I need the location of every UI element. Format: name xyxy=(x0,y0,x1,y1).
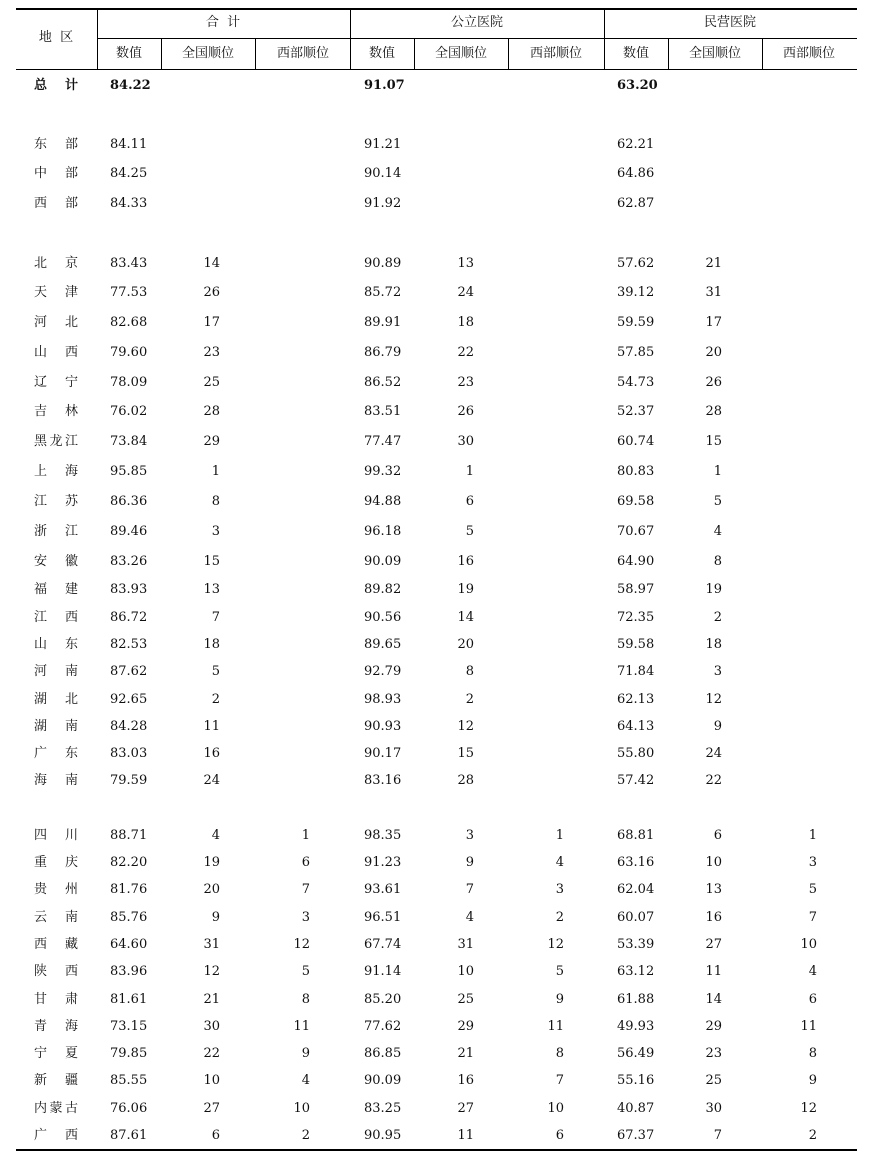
value-cell: 91.21 xyxy=(364,137,402,152)
value-cell: 90.93 xyxy=(364,719,402,734)
rank-cell: 26 xyxy=(705,375,722,390)
value-cell: 83.43 xyxy=(110,256,148,271)
rank-cell: 18 xyxy=(203,637,220,652)
total-value: 63.20 xyxy=(617,78,658,93)
value-cell: 84.11 xyxy=(110,137,148,152)
value-cell: 83.25 xyxy=(364,1101,402,1116)
total-label: 总 计 xyxy=(34,78,78,93)
rank-cell: 16 xyxy=(203,746,220,761)
rank-cell: 6 xyxy=(465,494,474,509)
value-cell: 90.95 xyxy=(364,1128,402,1143)
header-divider xyxy=(762,39,763,70)
rank-cell: 1 xyxy=(465,464,474,479)
value-cell: 83.16 xyxy=(364,773,402,788)
value-cell: 60.07 xyxy=(617,910,655,925)
region-name: 广 西 xyxy=(34,1128,78,1143)
value-cell: 90.17 xyxy=(364,746,402,761)
value-cell: 76.06 xyxy=(110,1101,148,1116)
region-name: 青 海 xyxy=(34,1019,78,1034)
header-divider xyxy=(97,8,98,70)
region-name: 东 部 xyxy=(34,137,78,152)
rank-cell: 12 xyxy=(800,1101,817,1116)
rank-cell: 27 xyxy=(457,1101,474,1116)
value-cell: 89.91 xyxy=(364,315,402,330)
rank-cell: 10 xyxy=(547,1101,564,1116)
value-cell: 62.04 xyxy=(617,882,655,897)
value-cell: 80.83 xyxy=(617,464,655,479)
group-header-public: 公立医院 xyxy=(450,15,504,30)
value-cell: 95.85 xyxy=(110,464,148,479)
rank-cell: 26 xyxy=(203,285,220,300)
rank-cell: 24 xyxy=(457,285,474,300)
rank-cell: 3 xyxy=(713,664,722,679)
rank-cell: 28 xyxy=(705,404,722,419)
value-cell: 59.58 xyxy=(617,637,655,652)
region-name: 安 徽 xyxy=(34,554,78,569)
value-cell: 72.35 xyxy=(617,610,655,625)
value-cell: 90.14 xyxy=(364,166,402,181)
value-cell: 62.87 xyxy=(617,196,655,211)
region-name: 贵 州 xyxy=(34,882,78,897)
value-cell: 63.12 xyxy=(617,964,655,979)
rank-cell: 17 xyxy=(203,315,220,330)
value-cell: 85.72 xyxy=(364,285,402,300)
region-name: 西 藏 xyxy=(34,937,78,952)
region-name: 山 西 xyxy=(34,345,78,360)
rank-cell: 18 xyxy=(457,315,474,330)
rank-cell: 16 xyxy=(457,1073,474,1088)
region-name: 北 京 xyxy=(34,256,78,271)
rank-cell: 20 xyxy=(457,637,474,652)
rank-cell: 25 xyxy=(705,1073,722,1088)
rank-cell: 6 xyxy=(713,828,722,843)
region-name: 新 疆 xyxy=(34,1073,78,1088)
subcol-header: 全国顺位 xyxy=(434,46,488,61)
rank-cell: 9 xyxy=(713,719,722,734)
rank-cell: 7 xyxy=(301,882,310,897)
rank-cell: 9 xyxy=(808,1073,817,1088)
value-cell: 61.88 xyxy=(617,992,655,1007)
rank-cell: 8 xyxy=(808,1046,817,1061)
value-cell: 67.37 xyxy=(617,1128,655,1143)
rank-cell: 25 xyxy=(457,992,474,1007)
rank-cell: 5 xyxy=(211,664,220,679)
rank-cell: 7 xyxy=(211,610,220,625)
rank-cell: 17 xyxy=(705,315,722,330)
header-divider xyxy=(668,39,669,70)
rank-cell: 16 xyxy=(705,910,722,925)
rank-cell: 12 xyxy=(705,692,722,707)
rank-cell: 21 xyxy=(705,256,722,271)
rank-cell: 1 xyxy=(301,828,310,843)
value-cell: 86.72 xyxy=(110,610,148,625)
rank-cell: 14 xyxy=(457,610,474,625)
rank-cell: 11 xyxy=(547,1019,564,1034)
region-name: 江 西 xyxy=(34,610,78,625)
rank-cell: 5 xyxy=(465,524,474,539)
value-cell: 57.62 xyxy=(617,256,655,271)
rank-cell: 4 xyxy=(465,910,474,925)
rank-cell: 23 xyxy=(705,1046,722,1061)
rank-cell: 6 xyxy=(301,855,310,870)
rank-cell: 12 xyxy=(203,964,220,979)
rank-cell: 11 xyxy=(800,1019,817,1034)
rank-cell: 25 xyxy=(203,375,220,390)
rank-cell: 9 xyxy=(465,855,474,870)
rank-cell: 23 xyxy=(203,345,220,360)
subcol-header: 数值 xyxy=(368,46,396,61)
rank-cell: 4 xyxy=(211,828,220,843)
header-divider xyxy=(350,8,351,70)
rank-cell: 5 xyxy=(555,964,564,979)
region-name: 海 南 xyxy=(34,773,78,788)
rank-cell: 8 xyxy=(211,494,220,509)
value-cell: 96.51 xyxy=(364,910,402,925)
value-cell: 89.46 xyxy=(110,524,148,539)
region-name: 广 东 xyxy=(34,746,78,761)
rank-cell: 30 xyxy=(203,1019,220,1034)
rank-cell: 7 xyxy=(465,882,474,897)
rank-cell: 19 xyxy=(203,855,220,870)
rank-cell: 12 xyxy=(293,937,310,952)
region-name: 黑龙江 xyxy=(34,434,78,449)
region-name: 湖 南 xyxy=(34,719,78,734)
region-name: 湖 北 xyxy=(34,692,78,707)
subcol-header: 西部顺位 xyxy=(276,46,330,61)
region-name: 中 部 xyxy=(34,166,78,181)
region-name: 甘 肃 xyxy=(34,992,78,1007)
rank-cell: 2 xyxy=(211,692,220,707)
rank-cell: 29 xyxy=(203,434,220,449)
value-cell: 73.15 xyxy=(110,1019,148,1034)
rank-cell: 3 xyxy=(211,524,220,539)
value-cell: 56.49 xyxy=(617,1046,655,1061)
subcol-header: 数值 xyxy=(622,46,650,61)
rank-cell: 27 xyxy=(705,937,722,952)
rank-cell: 10 xyxy=(457,964,474,979)
value-cell: 78.09 xyxy=(110,375,148,390)
rank-cell: 20 xyxy=(203,882,220,897)
value-cell: 81.61 xyxy=(110,992,148,1007)
value-cell: 64.90 xyxy=(617,554,655,569)
value-cell: 82.20 xyxy=(110,855,148,870)
rank-cell: 11 xyxy=(457,1128,474,1143)
rank-cell: 22 xyxy=(457,345,474,360)
value-cell: 71.84 xyxy=(617,664,655,679)
region-name: 陕 西 xyxy=(34,964,78,979)
rank-cell: 4 xyxy=(808,964,817,979)
rank-cell: 13 xyxy=(457,256,474,271)
region-name: 上 海 xyxy=(34,464,78,479)
value-cell: 55.16 xyxy=(617,1073,655,1088)
value-cell: 90.09 xyxy=(364,554,402,569)
value-cell: 76.02 xyxy=(110,404,148,419)
bottom-rule xyxy=(16,1149,857,1151)
rank-cell: 7 xyxy=(713,1128,722,1143)
rank-cell: 8 xyxy=(713,554,722,569)
rank-cell: 29 xyxy=(705,1019,722,1034)
value-cell: 91.23 xyxy=(364,855,402,870)
value-cell: 84.33 xyxy=(110,196,148,211)
rank-cell: 10 xyxy=(203,1073,220,1088)
rank-cell: 19 xyxy=(705,582,722,597)
header-divider xyxy=(255,39,256,70)
region-name: 内蒙古 xyxy=(34,1101,78,1116)
rank-cell: 5 xyxy=(808,882,817,897)
rank-cell: 6 xyxy=(211,1128,220,1143)
value-cell: 49.93 xyxy=(617,1019,655,1034)
value-cell: 77.47 xyxy=(364,434,402,449)
value-cell: 92.65 xyxy=(110,692,148,707)
region-name: 山 东 xyxy=(34,637,78,652)
rank-cell: 26 xyxy=(457,404,474,419)
rank-cell: 27 xyxy=(203,1101,220,1116)
value-cell: 87.61 xyxy=(110,1128,148,1143)
value-cell: 54.73 xyxy=(617,375,655,390)
rank-cell: 6 xyxy=(555,1128,564,1143)
rank-cell: 2 xyxy=(301,1128,310,1143)
subcol-header: 全国顺位 xyxy=(181,46,235,61)
value-cell: 90.09 xyxy=(364,1073,402,1088)
region-name: 河 北 xyxy=(34,315,78,330)
rank-cell: 14 xyxy=(203,256,220,271)
rank-cell: 1 xyxy=(211,464,220,479)
rank-cell: 13 xyxy=(705,882,722,897)
value-cell: 90.89 xyxy=(364,256,402,271)
rank-cell: 28 xyxy=(203,404,220,419)
rank-cell: 11 xyxy=(705,964,722,979)
value-cell: 90.56 xyxy=(364,610,402,625)
rank-cell: 11 xyxy=(203,719,220,734)
value-cell: 98.93 xyxy=(364,692,402,707)
rank-cell: 9 xyxy=(301,1046,310,1061)
value-cell: 52.37 xyxy=(617,404,655,419)
value-cell: 89.65 xyxy=(364,637,402,652)
value-cell: 82.68 xyxy=(110,315,148,330)
subcol-header: 全国顺位 xyxy=(688,46,742,61)
value-cell: 67.74 xyxy=(364,937,402,952)
total-value: 84.22 xyxy=(110,78,151,93)
value-cell: 84.25 xyxy=(110,166,148,181)
value-cell: 84.28 xyxy=(110,719,148,734)
value-cell: 86.85 xyxy=(364,1046,402,1061)
value-cell: 87.62 xyxy=(110,664,148,679)
rank-cell: 30 xyxy=(457,434,474,449)
value-cell: 79.60 xyxy=(110,345,148,360)
rank-cell: 1 xyxy=(808,828,817,843)
value-cell: 64.60 xyxy=(110,937,148,952)
rank-cell: 31 xyxy=(203,937,220,952)
rank-cell: 20 xyxy=(705,345,722,360)
value-cell: 53.39 xyxy=(617,937,655,952)
value-cell: 58.97 xyxy=(617,582,655,597)
region-name: 河 南 xyxy=(34,664,78,679)
rank-cell: 13 xyxy=(203,582,220,597)
region-name: 云 南 xyxy=(34,910,78,925)
value-cell: 85.76 xyxy=(110,910,148,925)
rank-cell: 29 xyxy=(457,1019,474,1034)
subheader-rule xyxy=(97,38,857,39)
value-cell: 83.96 xyxy=(110,964,148,979)
value-cell: 73.84 xyxy=(110,434,148,449)
header-divider xyxy=(161,39,162,70)
value-cell: 77.62 xyxy=(364,1019,402,1034)
rank-cell: 15 xyxy=(457,746,474,761)
rank-cell: 4 xyxy=(713,524,722,539)
rank-cell: 12 xyxy=(547,937,564,952)
value-cell: 59.59 xyxy=(617,315,655,330)
rank-cell: 3 xyxy=(808,855,817,870)
rank-cell: 4 xyxy=(301,1073,310,1088)
value-cell: 85.55 xyxy=(110,1073,148,1088)
region-name: 四 川 xyxy=(34,828,78,843)
value-cell: 64.86 xyxy=(617,166,655,181)
region-name: 江 苏 xyxy=(34,494,78,509)
rank-cell: 5 xyxy=(301,964,310,979)
rank-cell: 22 xyxy=(705,773,722,788)
rank-cell: 15 xyxy=(705,434,722,449)
value-cell: 39.12 xyxy=(617,285,655,300)
value-cell: 63.16 xyxy=(617,855,655,870)
value-cell: 91.14 xyxy=(364,964,402,979)
value-cell: 98.35 xyxy=(364,828,402,843)
rank-cell: 8 xyxy=(465,664,474,679)
region-name: 西 部 xyxy=(34,196,78,211)
rank-cell: 10 xyxy=(705,855,722,870)
rank-cell: 30 xyxy=(705,1101,722,1116)
rank-cell: 2 xyxy=(555,910,564,925)
rank-cell: 15 xyxy=(203,554,220,569)
group-header-total: 合 计 xyxy=(205,15,241,30)
rank-cell: 5 xyxy=(713,494,722,509)
rank-cell: 24 xyxy=(203,773,220,788)
rank-cell: 2 xyxy=(808,1128,817,1143)
rank-cell: 8 xyxy=(555,1046,564,1061)
value-cell: 96.18 xyxy=(364,524,402,539)
value-cell: 60.74 xyxy=(617,434,655,449)
rank-cell: 2 xyxy=(713,610,722,625)
value-cell: 64.13 xyxy=(617,719,655,734)
value-cell: 91.92 xyxy=(364,196,402,211)
rank-cell: 3 xyxy=(465,828,474,843)
value-cell: 89.82 xyxy=(364,582,402,597)
rank-cell: 4 xyxy=(555,855,564,870)
rank-cell: 18 xyxy=(705,637,722,652)
value-cell: 83.03 xyxy=(110,746,148,761)
value-cell: 40.87 xyxy=(617,1101,655,1116)
rank-cell: 8 xyxy=(301,992,310,1007)
region-name: 吉 林 xyxy=(34,404,78,419)
region-name: 浙 江 xyxy=(34,524,78,539)
rank-cell: 19 xyxy=(457,582,474,597)
value-cell: 69.58 xyxy=(617,494,655,509)
value-cell: 57.42 xyxy=(617,773,655,788)
rank-cell: 21 xyxy=(457,1046,474,1061)
value-cell: 55.80 xyxy=(617,746,655,761)
rank-cell: 10 xyxy=(293,1101,310,1116)
rank-cell: 6 xyxy=(808,992,817,1007)
rank-cell: 3 xyxy=(555,882,564,897)
value-cell: 83.93 xyxy=(110,582,148,597)
group-header-private: 民营医院 xyxy=(703,15,757,30)
rank-cell: 9 xyxy=(211,910,220,925)
value-cell: 86.52 xyxy=(364,375,402,390)
rank-cell: 11 xyxy=(293,1019,310,1034)
subcol-header: 西部顺位 xyxy=(782,46,836,61)
subcol-header: 西部顺位 xyxy=(529,46,583,61)
rank-cell: 16 xyxy=(457,554,474,569)
region-name: 福 建 xyxy=(34,582,78,597)
value-cell: 88.71 xyxy=(110,828,148,843)
value-cell: 79.85 xyxy=(110,1046,148,1061)
value-cell: 70.67 xyxy=(617,524,655,539)
rank-cell: 24 xyxy=(705,746,722,761)
rank-cell: 12 xyxy=(457,719,474,734)
value-cell: 57.85 xyxy=(617,345,655,360)
value-cell: 86.36 xyxy=(110,494,148,509)
region-name: 天 津 xyxy=(34,285,78,300)
region-name: 重 庆 xyxy=(34,855,78,870)
rank-cell: 7 xyxy=(555,1073,564,1088)
value-cell: 94.88 xyxy=(364,494,402,509)
value-cell: 79.59 xyxy=(110,773,148,788)
header-bottom-rule xyxy=(16,69,857,70)
subcol-header: 数值 xyxy=(115,46,143,61)
total-value: 91.07 xyxy=(364,78,405,93)
value-cell: 62.13 xyxy=(617,692,655,707)
value-cell: 99.32 xyxy=(364,464,402,479)
value-cell: 68.81 xyxy=(617,828,655,843)
region-name: 辽 宁 xyxy=(34,375,78,390)
rank-cell: 1 xyxy=(713,464,722,479)
region-name: 宁 夏 xyxy=(34,1046,78,1061)
top-rule xyxy=(16,8,857,10)
rank-cell: 10 xyxy=(800,937,817,952)
value-cell: 81.76 xyxy=(110,882,148,897)
value-cell: 83.26 xyxy=(110,554,148,569)
rank-cell: 22 xyxy=(203,1046,220,1061)
rank-cell: 31 xyxy=(705,285,722,300)
header-divider xyxy=(414,39,415,70)
rank-cell: 21 xyxy=(203,992,220,1007)
value-cell: 92.79 xyxy=(364,664,402,679)
rank-cell: 31 xyxy=(457,937,474,952)
rank-cell: 7 xyxy=(808,910,817,925)
value-cell: 83.51 xyxy=(364,404,402,419)
header-divider xyxy=(508,39,509,70)
rank-cell: 3 xyxy=(301,910,310,925)
rank-cell: 28 xyxy=(457,773,474,788)
value-cell: 93.61 xyxy=(364,882,402,897)
value-cell: 86.79 xyxy=(364,345,402,360)
value-cell: 82.53 xyxy=(110,637,148,652)
rank-cell: 2 xyxy=(465,692,474,707)
region-header: 地 区 xyxy=(38,30,74,45)
rank-cell: 23 xyxy=(457,375,474,390)
value-cell: 62.21 xyxy=(617,137,655,152)
header-divider xyxy=(604,8,605,70)
rank-cell: 1 xyxy=(555,828,564,843)
value-cell: 85.20 xyxy=(364,992,402,1007)
rank-cell: 14 xyxy=(705,992,722,1007)
value-cell: 77.53 xyxy=(110,285,148,300)
rank-cell: 9 xyxy=(555,992,564,1007)
